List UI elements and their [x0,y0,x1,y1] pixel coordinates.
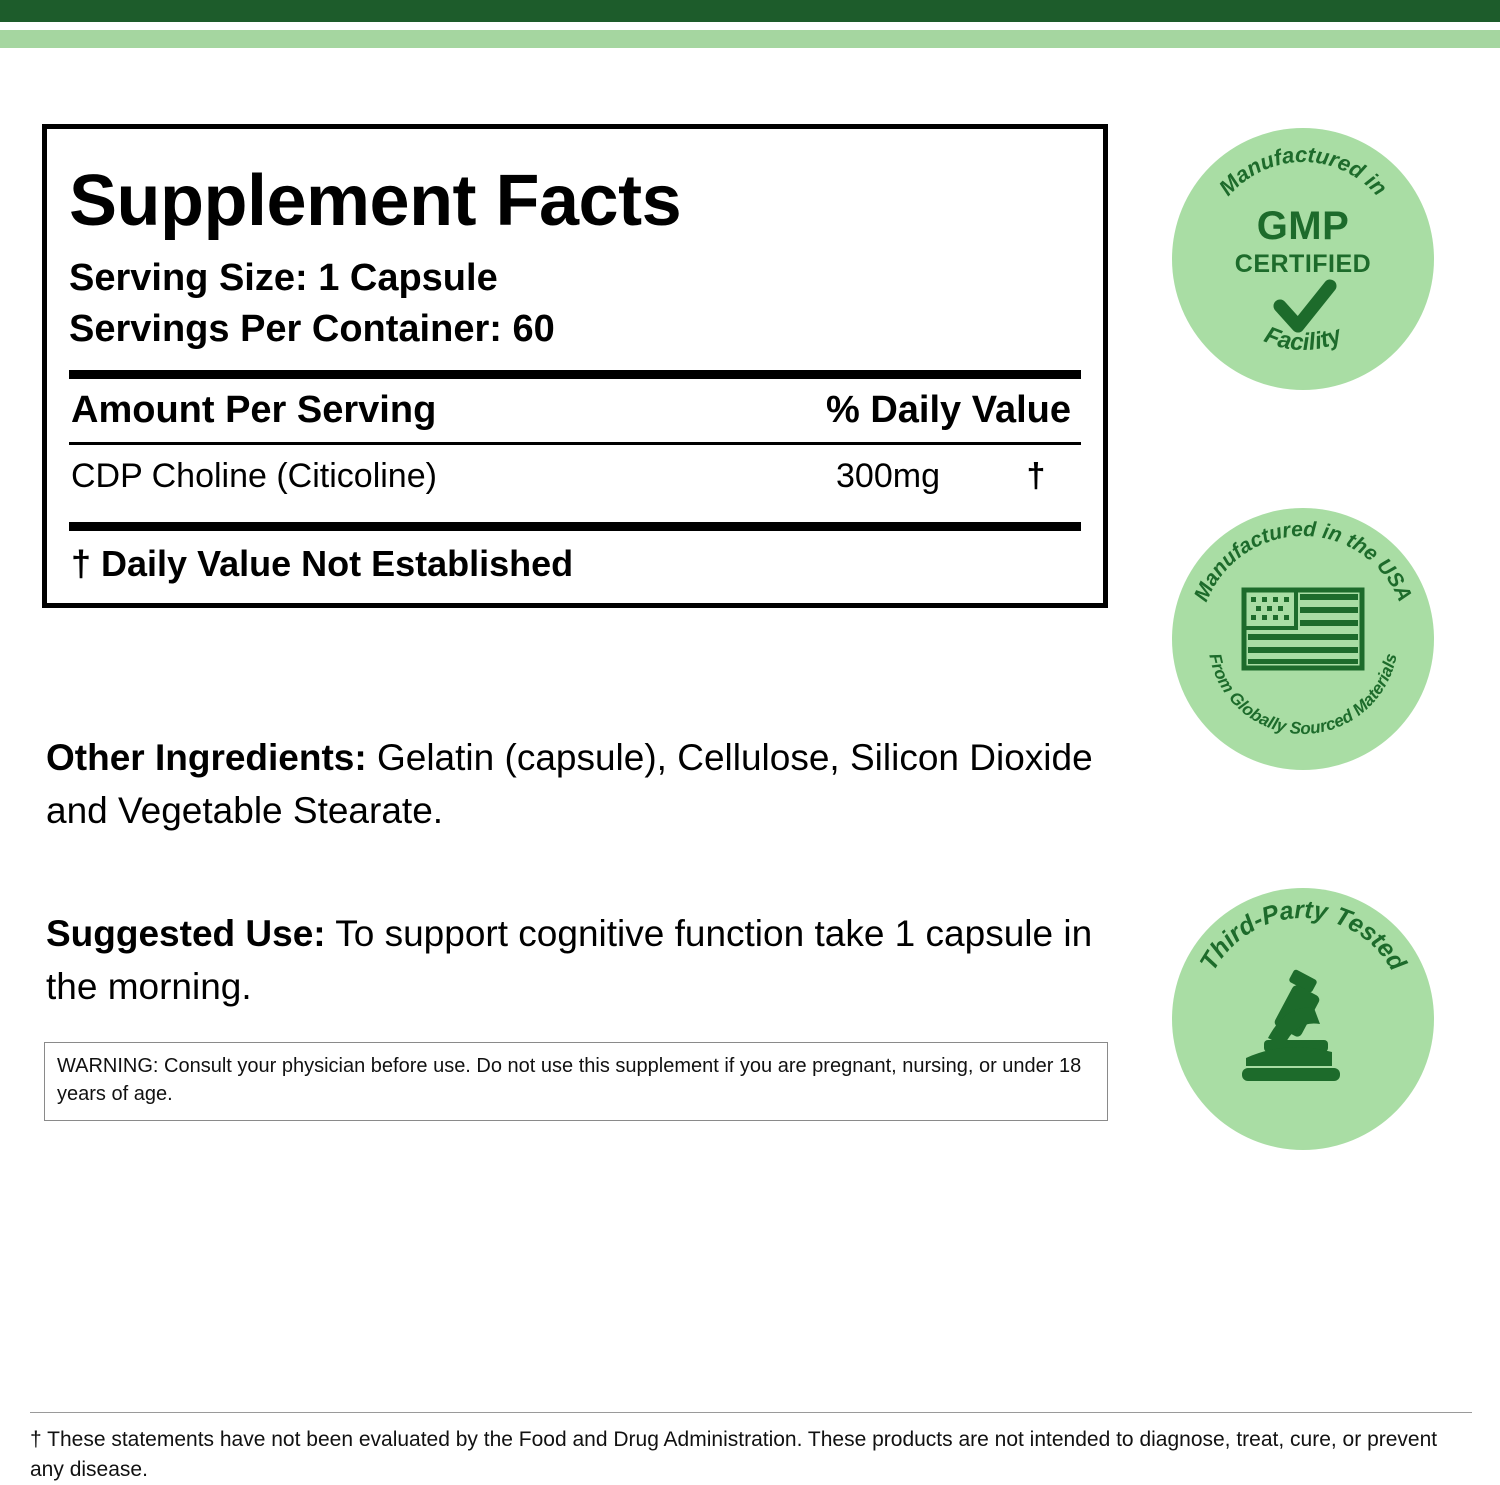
suggested-use [46,908,1106,1013]
daily-value-header: % Daily Value [825,388,1071,431]
svg-text:Third-Party Tested [1194,896,1411,976]
ingredient-amount: 300mg [836,456,940,495]
badge-gmp-text [1172,206,1434,277]
badge-third-party-tested [1172,888,1434,1150]
other-ingredients-text: Gelatin (capsule), Cellulose, Silicon Dioxide and Vegetable Stearate. [46,737,1093,831]
other-ingredients-label: Other Ingredients: [46,737,367,778]
amount-per-serving-header: Amount Per Serving [71,388,437,431]
suggested-use-label: Suggested Use: [46,913,326,954]
badge-usa-arc-top: Manufactured in the USA [1189,517,1417,606]
badge-gmp-arc-top: Manufactured in [1213,141,1393,201]
microscope-icon [1242,969,1340,1081]
ingredient-daily-value: † [1026,456,1046,495]
badge-third-arc-top: Third-Party Tested [1194,895,1412,976]
usa-flag-icon [1244,590,1362,668]
daily-value-footnote: † Daily Value Not Established [71,542,574,584]
serving-size-line: Serving Size: 1 Capsule [69,257,498,299]
top-accent-bar-light [0,30,1500,48]
ingredient-name: CDP Choline (Citicoline) [71,456,437,495]
badge-usa-arc-bottom: From Globally Sourced Materials [1205,651,1401,739]
badge-gmp-certified [1172,128,1434,390]
top-accent-bar-dark [0,0,1500,22]
warning-box: WARNING: Consult your physician before use. Do not use this supplement if you are pregnant, nursing, or under 18 years of age. [44,1042,1108,1121]
facts-column-headers [69,379,1081,442]
divider-thick-top [69,370,1081,379]
supplement-facts-title: Supplement Facts [69,161,682,241]
svg-text:From Globally Sourced Material [1205,652,1400,739]
badge-gmp-arc-bottom: Facility [1260,321,1346,357]
badge-made-in-usa [1172,508,1434,770]
fda-disclaimer: † These statements have not been evaluated by the Food and Drug Administration. These products are not intended to diagnose, treat, cure, or prevent any disease. [30,1412,1472,1485]
servings-per-container-line: Servings Per Container: 60 [69,308,555,351]
svg-text:Manufactured in [1214,142,1392,200]
badge-gmp-line1: GMP [1256,204,1350,248]
table-row [69,445,1081,508]
checkmark-icon [1280,286,1330,326]
badge-gmp-line2: CERTIFIED [1234,250,1372,278]
supplement-facts-panel [42,124,1108,608]
other-ingredients [46,732,1106,837]
divider-thick-bottom [69,522,1081,531]
suggested-use-text: To support cognitive function take 1 capsule in the morning. [46,913,1093,1007]
